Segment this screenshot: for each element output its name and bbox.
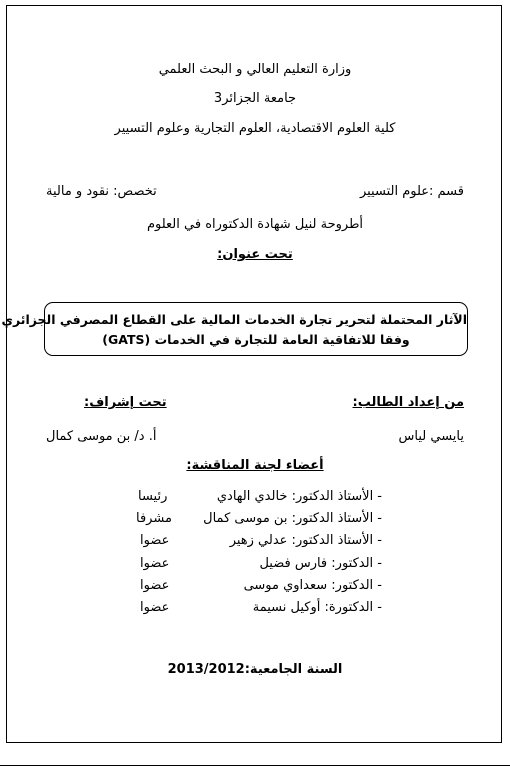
supervisor-name: أ. د/ بن موسى كمال [46,429,157,444]
committee-member-name: - الأستاذ الدكتور: بن موسى كمال [203,511,382,526]
thesis-title-line-1: الآثار المحتملة لتحرير تجارة الخدمات المالية على القطاع المصرفي الجزائري [1,312,467,327]
ministry-name: وزارة التعليم العالي و البحث العلمي [158,62,352,77]
department: قسم :علوم التسيير [359,184,464,199]
committee-member-name: - الأستاذ الدكتور: عدلي زهير [229,533,382,548]
thesis-type: أطروحة لنيل شهادة الدكتوراه في العلوم [146,217,364,232]
specialization: تخصص: نقود و مالية [46,184,157,199]
committee-member-name: - الدكتور: سعداوي موسى [243,578,382,593]
student-name: يايسي لياس [398,429,464,444]
thesis-title-box [1,302,468,356]
academic-year: السنة الجامعية:2013/2012 [167,662,343,677]
page-border [1,5,502,743]
student-label: من إعداد الطالب: [352,395,464,410]
committee-label: أعضاء لجنة المناقشة: [186,458,324,473]
committee-member-role: مشرفا [136,511,172,526]
committee-member-name: - الأستاذ الدكتور: خالدي الهادي [216,489,382,504]
supervisor-label: تحت إشراف: [84,395,167,410]
university-name: جامعة الجزائر3 [213,91,297,106]
faculty-name: كلية العلوم الاقتصادية، العلوم التجارية وعلوم التسيير [114,121,396,136]
bottom-rule [0,765,510,766]
committee-member-name: - الدكتورة: أوكيل نسيمة [252,600,382,615]
committee-member-role: عضوا [140,533,170,548]
thesis-title-line-2: وفقا للاتفاقية العامة للتجارة في الخدمات (GATS) [102,332,410,347]
under-title-label: تحت عنوان: [217,247,293,262]
committee-member-name: - الدكتور: فارس فضيل [259,556,382,571]
committee-member-role: عضوا [140,600,170,615]
committee-member-role: رئيسا [138,489,168,504]
committee-member-role: عضوا [140,556,170,571]
committee-member-role: عضوا [140,578,170,593]
